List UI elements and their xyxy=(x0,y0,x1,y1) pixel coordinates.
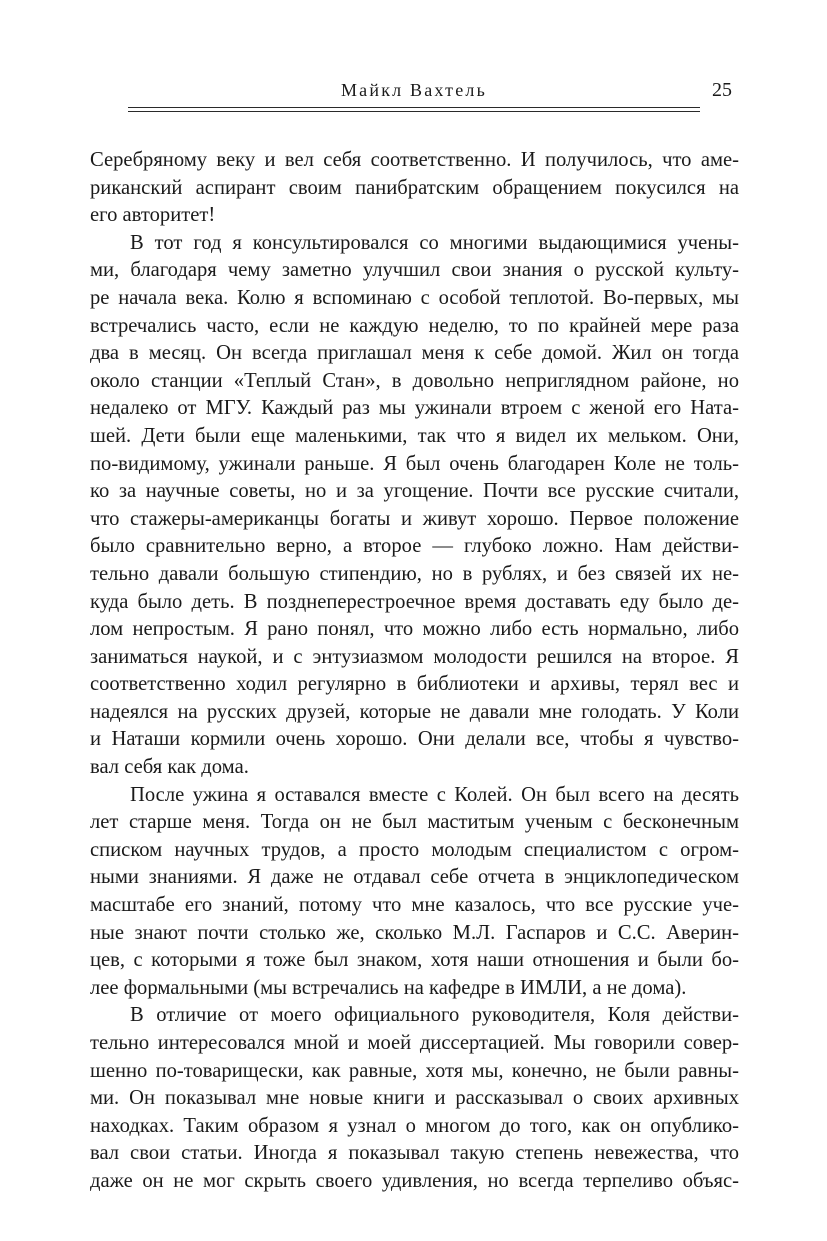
text-line: тельно интересовался мной и моей диссертацией. Мы говорили совер- xyxy=(90,1032,739,1054)
text-line: лее формальными (мы встречались на кафедре в ИМЛИ, а не дома). xyxy=(90,976,687,999)
running-title: Майкл Вахтель xyxy=(340,80,488,100)
text-line: ными знаниями. Я даже не отдавал себе отчета в энциклопедическом xyxy=(90,866,739,889)
text-line: ми. Он показывал мне новые книги и рассказывал о своих архивных xyxy=(90,1087,739,1110)
text-line: Серебряному веку и вел себя соответственно. И получилось, что аме- xyxy=(90,149,739,171)
text-line: шенно по-товарищески, как равные, хотя мы, конечно, не были равны- xyxy=(90,1059,739,1082)
text-line: лом непростым. Я рано понял, что можно либо есть нормально, либо xyxy=(90,618,739,641)
text-line: и Наташи кормили очень хорошо. Они делали все, чтобы я чувство- xyxy=(90,728,739,751)
text-line: риканский аспирант своим панибратским обращением покусился на xyxy=(90,176,739,199)
body-text xyxy=(90,147,739,1196)
text-line: что стажеры-американцы богаты и живут хорошо. Первое положение xyxy=(90,507,739,530)
text-line: недалеко от МГУ. Каждый раз мы ужинали втроем с женой его Ната- xyxy=(90,397,739,420)
text-line: даже он не мог скрыть своего удивления, но всегда терпеливо объяс- xyxy=(90,1169,739,1192)
text-line: шей. Дети были еще маленькими, так что я видел их мельком. Они, xyxy=(90,424,739,447)
text-line: его авторитет! xyxy=(90,204,216,227)
text-line: около станции «Теплый Стан», в довольно неприглядном районе, но xyxy=(90,369,739,392)
text-line: вал себя как дома. xyxy=(90,756,249,779)
text-line: надеялся на русских друзей, которые не давали мне голодать. У Коли xyxy=(90,700,739,723)
text-line: находках. Таким образом я узнал о многом до того, как он опублико- xyxy=(90,1114,739,1137)
text-line: заниматься наукой, и с энтузиазмом молодости решился на второе. Я xyxy=(90,645,739,668)
text-line: соответственно ходил регулярно в библиотеки и архивы, терял вес и xyxy=(90,673,739,696)
text-line: масштабе его знаний, потому что мне казалось, что все русские уче- xyxy=(90,894,739,917)
text-line: ре начала века. Колю я вспоминаю с особой теплотой. Во-первых, мы xyxy=(90,286,739,309)
text-line: ми, благодаря чему заметно улучшил свои знания о русской культу- xyxy=(90,259,739,282)
text-line: ные знают почти столько же, сколько М.Л. Гаспаров и С.С. Аверин- xyxy=(90,921,739,944)
text-line: по-видимому, ужинали раньше. Я был очень благодарен Коле не толь- xyxy=(90,452,739,475)
text-line: После ужина я оставался вместе с Колей. Он был всего на десять xyxy=(130,783,739,806)
text-line: цев, с которыми я тоже был знаком, хотя наши отношения и были бо- xyxy=(90,949,739,972)
text-line: В отличие от моего официального руководителя, Коля действи- xyxy=(130,1004,739,1027)
text-line: вал свои статьи. Иногда я показывал такую степень невежества, что xyxy=(90,1142,739,1165)
text-line: ко за научные советы, но и за угощение. Почти все русские считали, xyxy=(90,480,739,503)
text-line: куда было деть. В позднеперестроечное время доставать еду было де- xyxy=(90,590,739,613)
text-line: было сравнительно верно, а второе — глубоко ложно. Нам действи- xyxy=(90,535,739,558)
text-line: списком научных трудов, а просто молодым специалистом с огром- xyxy=(90,838,739,861)
text-line: встречались часто, если не каждую неделю, то по крайней мере раза xyxy=(90,314,739,337)
running-head xyxy=(128,78,700,104)
text-line: лет старше меня. Тогда он не был маститым ученым с бесконечным xyxy=(90,811,739,834)
header-rule-bottom xyxy=(128,111,700,112)
text-line: В тот год я консультировался со многими выдающимися учены- xyxy=(130,231,739,254)
page-number: 25 xyxy=(712,79,732,101)
text-line: два в месяц. Он всегда приглашал меня к себе домой. Жил он тогда xyxy=(90,342,739,365)
text-line: тельно давали большую стипендию, но в рублях, и без связей их не- xyxy=(90,562,739,585)
header-rule-top xyxy=(128,107,700,108)
